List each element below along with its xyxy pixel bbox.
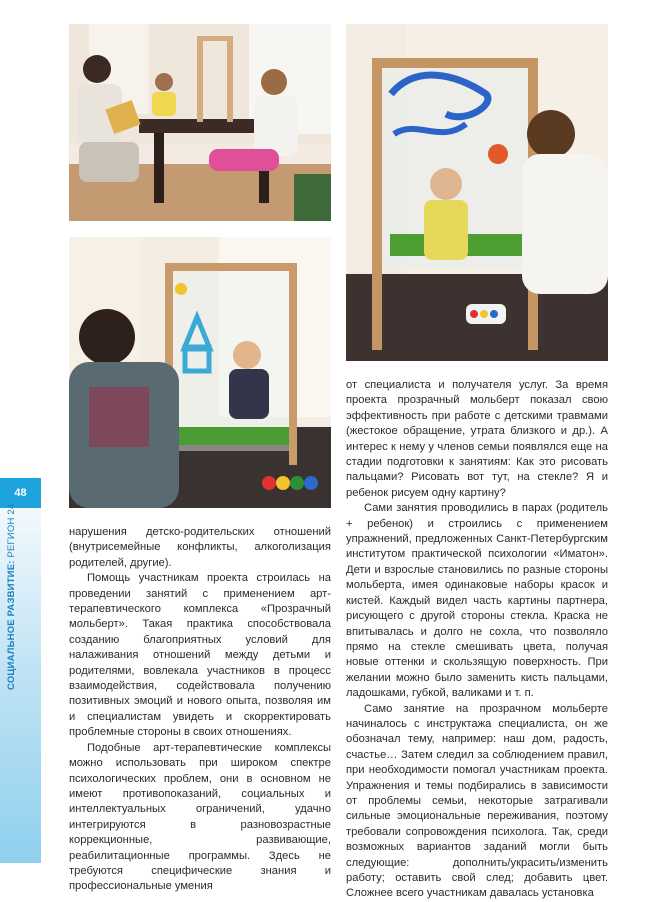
photo-session-table [69,24,331,221]
right-text-column [346,378,608,902]
page-sidebar [0,0,41,863]
left-text-column [69,525,331,895]
paragraph: от специалиста и получателя услуг. За время проекта прозрачный мольберт показал свою эффективность при работе с детскими травмами (жестокое обращение, утрата близкого и др.). А интерес к нему у членов семьи появлялся еще на стадии подготовки к занятиям: Как это рисовать пальцами? Рисовать вот тут, на стекле? Я и ребенок рисуем одну картину? [346,379,608,499]
magazine-title-bold: СОЦИАЛЬНОЕ РАЗВИТИЕ: [6,560,17,690]
paragraph: Подобные арт-терапевтические комплексы можно использовать при широком спектре психологических проблем, они в основном не имеют противопоказаний, социальных и интеллектуальных ограничений, удачно интегрируются в разновозрастные коррекционные, развивающие, реабилитационные программы. Здесь не требуются специфические знания и профессиональные умения [69,741,331,893]
photo-easel-painting [346,24,608,361]
page-number: 48 [0,478,41,508]
photo-mirror-drawing-house [69,237,331,508]
paragraph: Само занятие на прозрачном мольберте начиналось с инструктажа специалиста, он же обозначал тему, например: наш дом, радость, счастье… Затем следил за соблюдением правил, при необходимости помогал участникам проекта. Упражнения и темы подбирались в зависимости от проблемы семьи, некоторые затрагивали сильные эмоциональные переживания, поэтому требовали сопровождения психолога. Так, среди возможных вариантов заданий могли быть следующие: дополнить/украсить/изменить работу; оставить свой след; добавить цвет. Сложнее всего участникам давалась установка [346,702,608,900]
paragraph: нарушения детско-родительских отношений (внутрисемейные конфликты, алкоголизация родителей, другие). [69,526,331,569]
paragraph: Помощь участникам проекта строилась на проведении занятий с применением арт-терапевтического комплекса «Прозрачный мольберт». Такая практика способствовала созданию благоприятных условий для налаживания отношений между детьми и родителями, вовлекала участников в процесс взаимодействия, содействовала получению позитивных эмоций и нового опыта, позволяя им и специалистам увидеть и скорректировать проблемные стороны в своих отношениях. [69,572,331,739]
paragraph: Сами занятия проводились в парах (родитель + ребенок) и строились с применением упражнений, предложенных Санкт-Петербургским институтом практической психологии «Иматон». Дети и взрослые становились по разные стороны мольберта, имея одинаковые наборы красок и кистей. Каждый видел часть картины партнера, рисующего с другой стороны стекла. Краска не впитывалась и долго не сохла, что позволяло прямо на стекле смешивать цвета, получая новые оттенки и скользящую поверхность. При желании можно было заменить кисть пальцами, ладошками, губкой, валиками и т. п. [346,502,608,700]
magazine-title-rest: РЕГИОН 24 [6,503,17,561]
magazine-title [6,504,17,690]
